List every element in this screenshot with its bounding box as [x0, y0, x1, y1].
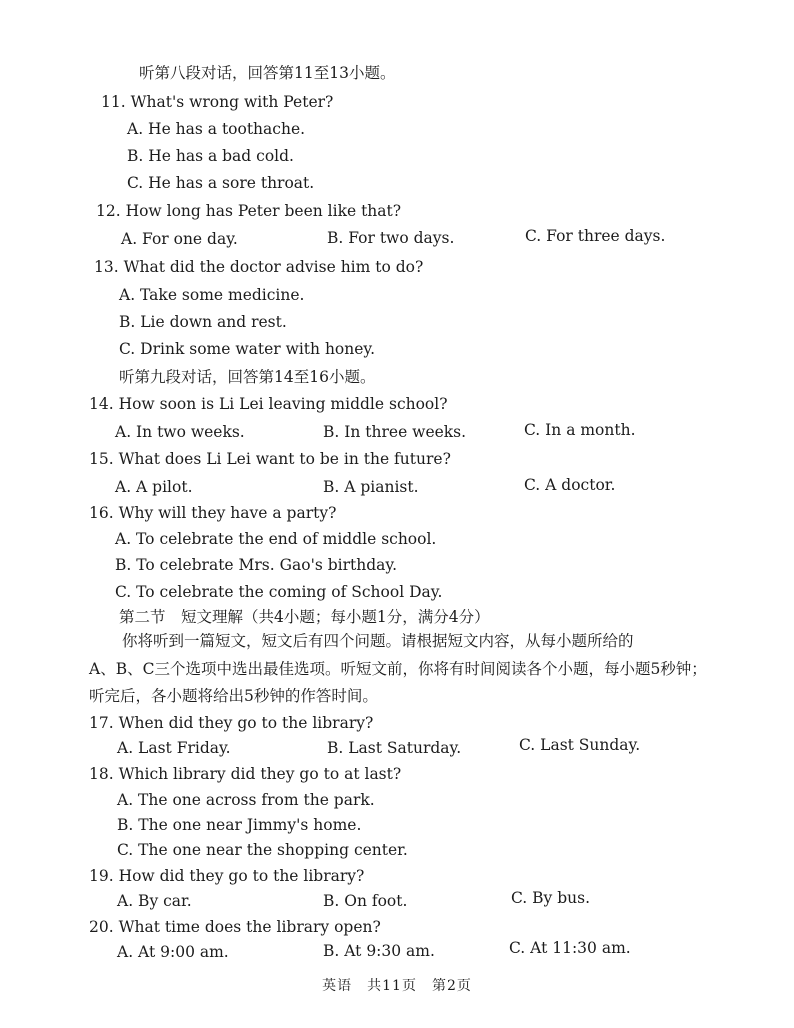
question-18-option-b: B. The one near Jimmy's home. [117, 816, 362, 834]
question-16-stem: 16. Why will they have a party? [89, 504, 337, 522]
part-2-heading: 第二节 短文理解（共4小题；每小题1分，满分4分） [119, 608, 490, 626]
question-14-stem: 14. How soon is Li Lei leaving middle school? [89, 395, 448, 413]
question-20-option-a: A. At 9:00 am. [117, 943, 229, 961]
question-15-option-a: A. A pilot. [115, 478, 193, 496]
question-17-option-a: A. Last Friday. [117, 739, 231, 757]
question-13-option-a: A. Take some medicine. [119, 286, 305, 304]
question-16-option-c: C. To celebrate the coming of School Day. [115, 583, 443, 601]
question-14-option-a: A. In two weeks. [115, 423, 245, 441]
section-8-instruction: 听第八段对话，回答第11至13小题。 [139, 64, 396, 82]
question-19-option-a: A. By car. [117, 892, 192, 910]
question-11-option-b: B. He has a bad cold. [127, 147, 294, 165]
question-11-stem: 11. What's wrong with Peter? [101, 93, 334, 111]
part-2-instructions [89, 628, 709, 711]
question-12-option-a: A. For one day. [121, 230, 238, 248]
question-17-option-b: B. Last Saturday. [327, 739, 462, 757]
question-11-option-a: A. He has a toothache. [127, 120, 306, 138]
question-19-option-c: C. By bus. [511, 889, 591, 907]
question-18-option-c: C. The one near the shopping center. [117, 841, 408, 859]
question-13-stem: 13. What did the doctor advise him to do? [94, 258, 424, 276]
question-15-option-b: B. A pianist. [323, 478, 419, 496]
question-20-stem: 20. What time does the library open? [89, 918, 381, 936]
question-20-option-c: C. At 11:30 am. [509, 939, 631, 957]
question-14-option-b: B. In three weeks. [323, 423, 467, 441]
question-13-option-b: B. Lie down and rest. [119, 313, 287, 331]
question-18-stem: 18. Which library did they go to at last? [89, 765, 402, 783]
question-12-stem: 12. How long has Peter been like that? [96, 202, 402, 220]
question-15-option-c: C. A doctor. [524, 476, 616, 494]
question-18-option-a: A. The one across from the park. [117, 791, 375, 809]
question-19-stem: 19. How did they go to the library? [89, 867, 365, 885]
question-11-option-c: C. He has a sore throat. [127, 174, 315, 192]
question-15-stem: 15. What does Li Lei want to be in the future? [89, 450, 451, 468]
question-12-option-c: C. For three days. [525, 227, 666, 245]
section-9-instruction: 听第九段对话，回答第14至16小题。 [119, 368, 376, 386]
page-footer: 英语 共11页 第2页 [322, 978, 472, 994]
part-2-instructions-line-1: 你将听到一篇短文，短文后有四个问题。请根据短文内容，从每小题所给的 [122, 632, 634, 650]
question-17-stem: 17. When did they go to the library? [89, 714, 374, 732]
part-2-instructions-rest: A、B、C三个选项中选出最佳选项。听短文前，你将有时间阅读各个小题，每小题5秒钟；听完后，各小题将给出5秒钟的作答时间。 [89, 659, 707, 705]
question-16-option-a: A. To celebrate the end of middle school. [115, 530, 437, 548]
question-19-option-b: B. On foot. [323, 892, 408, 910]
question-16-option-b: B. To celebrate Mrs. Gao's birthday. [115, 556, 397, 574]
question-13-option-c: C. Drink some water with honey. [119, 340, 376, 358]
question-17-option-c: C. Last Sunday. [519, 736, 641, 754]
question-12-option-b: B. For two days. [327, 229, 455, 247]
question-14-option-c: C. In a month. [524, 421, 636, 439]
question-20-option-b: B. At 9:30 am. [323, 942, 435, 960]
